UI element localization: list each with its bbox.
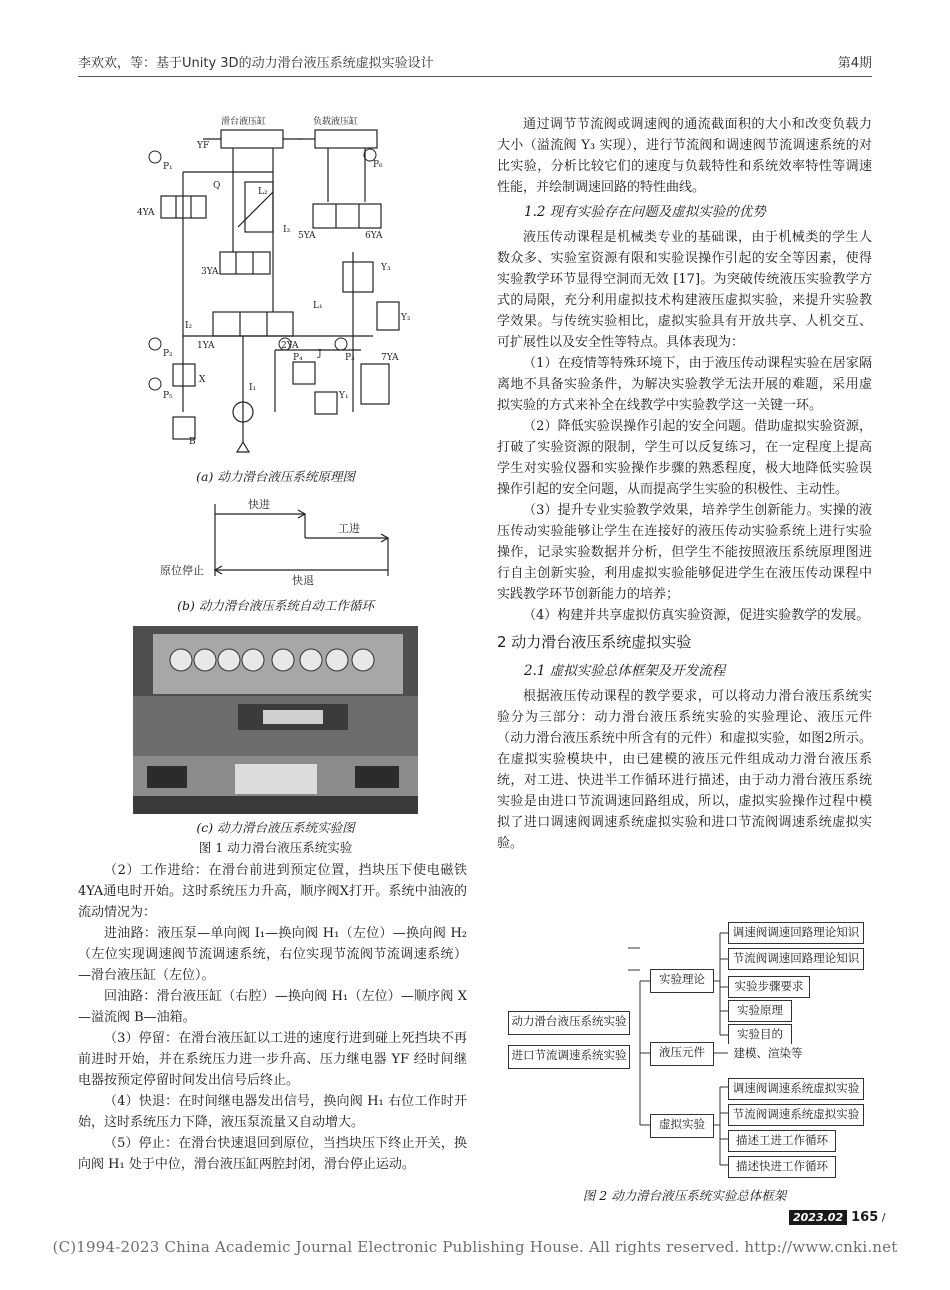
para-stop: （5）停止：在滑台快速退回到原位，当挡块压下终止开关，换向阀 H₁ 处于中位，滑台液压缸两腔封闭，滑台停止运动。 (78, 1136, 467, 1172)
label-p5: P₅ (163, 391, 173, 401)
label-b: B (189, 437, 196, 447)
fig2-virtual-item-1: 调速阀调速系统虚拟实验 (728, 1078, 864, 1100)
header-title: 李欢欢，等：基于Unity 3D的动力滑台液压系统虚拟实验设计 (78, 56, 434, 71)
header-issue: 第4期 (837, 56, 872, 71)
item-3: （3）提升专业实验教学效果，培养学生创新能力。实操的液压传动实验能够让学生在连接好的液压传动实验系统上进行实验操作，记录实验数据并分析，但学生不能按照液压系统原理图进行自主创新实验，利用虚拟实验能够促进学生在液压传动课程中实践教学环节创新能力的培养； (497, 503, 872, 602)
fig2-virtual-item-2: 节流阀调速系统虚拟实验 (728, 1104, 864, 1126)
fig1b-work-cycle (160, 496, 400, 588)
label-i2: I₂ (185, 321, 193, 331)
label-3ya: 3YA (201, 267, 219, 277)
label-yf: YF (197, 141, 210, 151)
label-y1: Y₁ (339, 391, 349, 401)
cnki-copyright-footer: (C)1994-2023 China Academic Journal Electronic Publishing House. All rights reserved. http://www.cnki.net (52, 1238, 898, 1256)
label-5ya: 5YA (298, 231, 316, 241)
fig2-root-1: 动力滑台液压系统实验 (508, 1011, 630, 1035)
label-l2: L₂ (258, 187, 268, 197)
para-intro: 通过调节节流阀或调速阀的通流截面积的大小和改变负载力大小（溢流阀 Y₃ 实现），进行节流阀和调速阀节流调速系统的对比实验，分析比较它们的速度与负载特性和系统效率特性等调速性能，并绘制调速回路的特性曲线。 (497, 117, 872, 195)
fig2-theory-item-3: 实验步骤要求 (728, 976, 810, 998)
label-y3: Y₃ (381, 263, 391, 273)
page-number: 165 (851, 1210, 879, 1225)
section-2-heading: 2 动力滑台液压系统虚拟实验 (497, 633, 692, 651)
para-return-flow: 回油路：滑台液压缸（右腔）—换向阀 H₁（左位）—顺序阀 X—溢流阀 B—油箱。 (78, 989, 467, 1025)
label-i3: I₃ (283, 225, 291, 235)
label-fast-back: 快退 (292, 574, 314, 587)
section-1-2-heading: 1.2 现有实验存在问题及虚拟实验的优势 (524, 204, 766, 220)
left-column-text (78, 860, 467, 1175)
label-4ya: 4YA (137, 208, 155, 218)
para-2-1: 根据液压传动课程的教学要求，可以将动力滑台液压系统实验分为三部分：动力滑台液压系统实验的实验理论、液压元件（动力滑台液压系统中所含有的元件）和虚拟实验，如图2所示。在虚拟实验模块中，由已建模的液压元件组成动力滑台液压系统，对工进、快进半工作循环进行描述，由于动力滑台液压系统实验是由进口节流调速回路组成，所以，虚拟实验操作过程中模拟了进口调速阀调速系统虚拟实验和进口节流阀调速系统虚拟实验。 (497, 689, 872, 851)
fig1-caption: 图 1 动力滑台液压系统实验 (198, 840, 353, 855)
item-1: （1）在疫情等特殊环境下，由于液压传动课程实验在居家隔离地不具备实验条件，为解决实验教学无法开展的难题，采用虚拟实验的方式来补全在线教学中实验教学这一关键一环。 (497, 356, 872, 413)
label-j: J (318, 349, 322, 359)
label-1ya: 1YA (197, 341, 215, 351)
label-6ya: 6YA (365, 231, 383, 241)
issue-year: 2023.02 (789, 1210, 847, 1225)
fig2-virtual-item-4: 描述快进工作循环 (728, 1156, 836, 1178)
fig1a-hydraulic-schematic (133, 112, 418, 464)
header-rule (78, 76, 872, 77)
fig2-component-item-1: 建模、渲染等 (728, 1044, 808, 1064)
fig1c-lab-photo (133, 626, 418, 814)
label-q: Q (213, 181, 221, 191)
slash-mark: / (881, 1211, 886, 1224)
fig2-theory-item-5: 实验目的 (728, 1024, 792, 1046)
label-load-cylinder: 负载液压缸 (313, 117, 359, 127)
label-fast-in: 快进 (248, 498, 270, 511)
fig2-branch-virtual: 虚拟实验 (650, 1114, 714, 1138)
label-l1: L₁ (313, 301, 323, 311)
label-x: X (199, 375, 206, 385)
fig2-branch-components: 液压元件 (650, 1042, 714, 1066)
label-p1: P₁ (163, 162, 173, 172)
fig2-caption: 图 2 动力滑台液压系统实验总体框架 (582, 1188, 787, 1203)
label-slide-cylinder: 滑台液压缸 (221, 117, 267, 127)
page-number-badge (789, 1210, 885, 1225)
item-2: （2）降低实验误操作引起的安全问题。借助虚拟实验资源，打破了实验资源的限制，学生可以反复练习，在一定程度上提高学生对实验仪器和实验操作步骤的熟悉程度，极大地降低实验误操作引起的安全问题，从而提高学生实验的积极性、主动性。 (497, 419, 872, 497)
section-2-1-heading: 2.1 虚拟实验总体框架及开发流程 (524, 663, 726, 679)
fig2-theory-item-2: 节流阀调速回路理论知识 (728, 948, 864, 970)
label-work-in: 工进 (338, 522, 360, 535)
label-p3: P₃ (345, 353, 355, 363)
label-p4: P₄ (293, 353, 303, 363)
para-work-feed: （2）工作进给：在滑台前进到预定位置，挡块压下使电磁铁4YA通电时开始。这时系统压力升高，顺序阀X打开。系统中油液的流动情况为： (78, 863, 467, 920)
label-7ya: 7YA (381, 353, 399, 363)
para-1-2: 液压传动课程是机械类专业的基础课，由于机械类的学生人数众多、实验室资源有限和实验误操作引起的安全等因素，使得实验教学环节显得空洞而无效 [17]。为突破传统液压实验教学方式的局限，充分利用虚拟技术构建液压虚拟实验，来提升实验教学效果。与传统实验相比，虚拟实验具有开放共享、人机交互、可扩展性以及安全性等特点。具体表现为： (497, 230, 872, 350)
para-fast-back: （4）快退：在时间继电器发出信号，换向阀 H₁ 右位工作时开始，这时系统压力下降，液压泵流量又自动增大。 (78, 1094, 467, 1130)
running-header (78, 52, 872, 72)
fig2-theory-item-1: 调速阀调速回路理论知识 (728, 922, 864, 944)
label-p6: P₆ (373, 160, 383, 170)
fig2-root-2: 进口节流调速系统实验 (508, 1045, 630, 1069)
fig1a-caption: (a) 动力滑台液压系统原理图 (196, 469, 355, 484)
label-2ya: 2YA (281, 341, 299, 351)
label-i1: I₁ (249, 383, 257, 393)
para-inflow: 进油路：液压泵—单向阀 I₁—换向阀 H₁（左位）—换向阀 H₂（左位实现调速阀节流调速系统，右位实现节流阀节流调速系统）—滑台液压缸（左位）。 (78, 926, 467, 983)
fig2-branch-theory: 实验理论 (650, 969, 714, 993)
para-dwell: （3）停留：在滑台液压缸以工进的速度行进到碰上死挡块不再前进时开始，并在系统压力进一步升高、压力继电器 YF 经时间继电器按预定停留时间发出信号后终止。 (78, 1031, 467, 1088)
right-column-text (497, 114, 872, 854)
fig1b-caption: (b) 动力滑台液压系统自动工作循环 (177, 598, 374, 613)
fig2-theory-item-4: 实验原理 (728, 1000, 792, 1022)
fig1c-caption: (c) 动力滑台液压系统实验图 (196, 820, 355, 835)
label-p2: P₂ (163, 349, 173, 359)
item-4: （4）构建并共享虚拟仿真实验资源，促进实验教学的发展。 (523, 608, 870, 623)
fig2-virtual-item-3: 描述工进工作循环 (728, 1130, 836, 1152)
label-y2: Y₂ (401, 313, 411, 323)
label-home-stop: 原位停止 (160, 564, 204, 577)
